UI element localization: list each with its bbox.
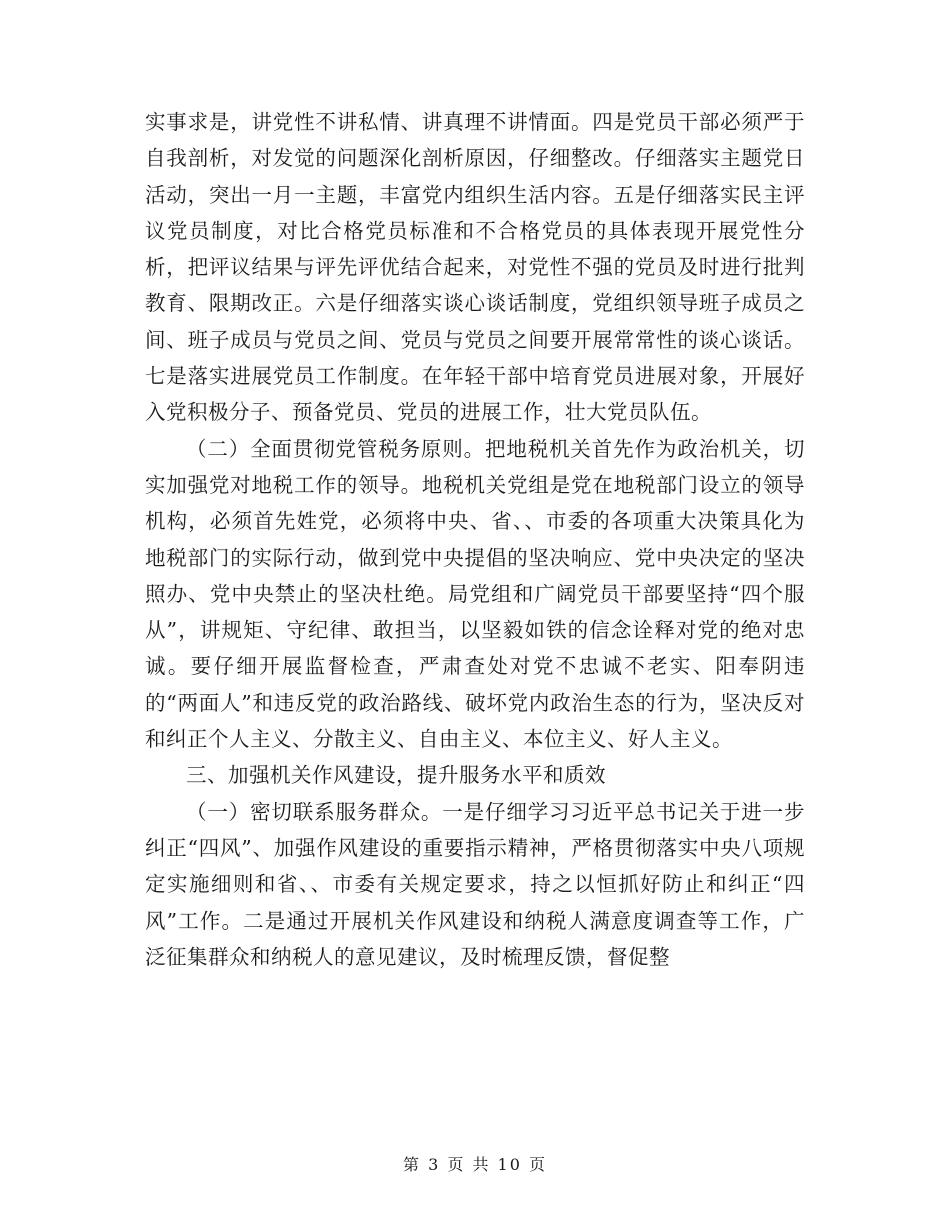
- paragraph-serve-masses: （一）密切联系服务群众。一是仔细学习习近平总书记关于进一步纠正“四风”、加强作风建设的重要指示精神，严格贯彻落实中央八项规定实施细则和省、、市委有关规定要求，持之以恒抓好防止和纠正“四风”工作。二是通过开展机关作风建设和纳税人满意度调查等工作，广泛征集群众和纳税人的意见建议，及时梳理反馈，督促整: [145, 799, 805, 969]
- section-heading-work-style: 三、加强机关作风建设，提升服务水平和质效: [186, 763, 606, 788]
- paragraph-party-tax-principle: （二）全面贯彻党管税务原则。把地税机关首先作为政治机关，切实加强党对地税工作的领导。地税机关党组是党在地税部门设立的领导机构，必须首先姓党，必须将中央、省、、市委的各项重大决策具化为地税部门的实际行动，做到党中央提倡的坚决响应、党中央决定的坚决照办、党中央禁止的坚决杜绝。局党组和广阔党员干部要坚持“四个服从”，讲规矩、守纪律、敢担当，以坚毅如铁的信念诠释对党的绝对忠诚。要仔细开展监督检查，严肃查处对党不忠诚不老实、阳奉阴违的“两面人”和违反党的政治路线、破坏党内政治生态的行为，坚决反对和纠正个人主义、分散主义、自由主义、本位主义、好人主义。: [145, 436, 805, 752]
- paragraph-continuation: 实事求是，讲党性不讲私情、讲真理不讲情面。四是党员干部必须严于自我剖析，对发觉的问题深化剖析原因，仔细整改。仔细落实主题党日活动，突出一月一主题，丰富党内组织生活内容。五是仔细落实民主评议党员制度，对比合格党员标准和不合格党员的具体表现开展党性分析，把评议结果与评先评优结合起来，对党性不强的党员及时进行批判教育、限期改正。六是仔细落实谈心谈话制度，党组织领导班子成员之间、班子成员与党员之间、党员与党员之间要开展常常性的谈心谈话。七是落实进展党员工作制度。在年轻干部中培育党员进展对象，开展好入党积极分子、预备党员、党员的进展工作，壮大党员队伍。: [145, 110, 805, 425]
- page-number-footer: 第 3 页 共 10 页: [403, 1155, 547, 1174]
- document-body: [145, 104, 805, 975]
